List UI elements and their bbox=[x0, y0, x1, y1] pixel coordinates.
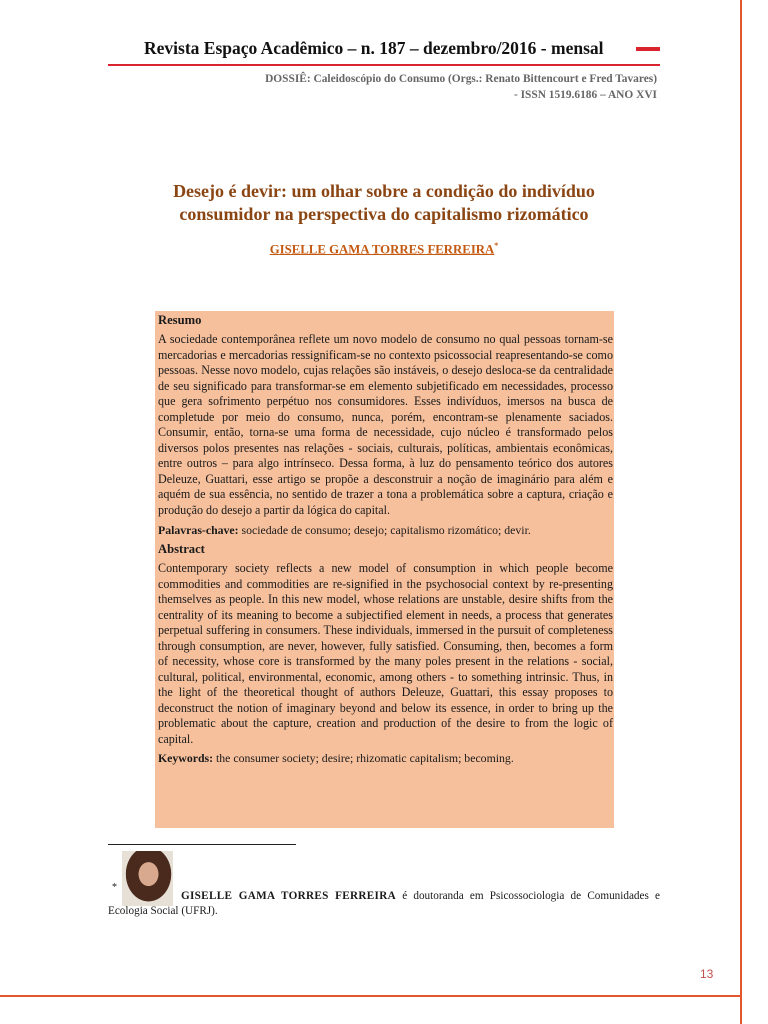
dossie-line: DOSSIÊ: Caleidoscópio do Consumo (Orgs.: Renato Bittencourt e Fred Tavares) bbox=[265, 73, 657, 85]
article-title-line-2: consumidor na perspectiva do capitalismo rizomático bbox=[179, 204, 589, 224]
author-footnote-mark: * bbox=[494, 241, 499, 250]
keywords-line bbox=[158, 751, 613, 766]
keywords-text: the consumer society; desire; rhizomatic capitalism; becoming. bbox=[213, 751, 514, 765]
footnote-mark: * bbox=[112, 882, 117, 893]
footnote-rule bbox=[108, 844, 296, 845]
page-frame-right-rule bbox=[740, 0, 742, 1024]
resumo-heading: Resumo bbox=[158, 313, 202, 327]
footnote-text: é doutoranda em Psicossociologia de Comunidades e Ecologia Social (UFRJ). bbox=[108, 890, 661, 917]
footnote-author-name: GISELLE GAMA TORRES FERREIRA bbox=[181, 890, 396, 902]
abstract-text: Contemporary society reflects a new model of consumption in which people become commodities and commodities are re-signified in the psychosocial context by re-presenting themselves as people. In this new model, whose relations are unstable, desire shifts from the centrality of its meaning to become a subjectified element in needs, a process that generates perpetual suffering in consumers. These individuals, immersed in the pursuit of completeness through consumption, are never, however, fully satisfied. Consuming, then, becomes a form of necessity, whose core is transformed by the many poles present in the relations - social, cultural, political, environmental, economic, among others - to something intrinsic. Thus, in the light of the theoretical thought of authors Deleuze, Guattari, this essay proposes to deconstruct the notion of imaginary beyond and below its essence, in order to bring up the problematic about the capture, creation and production of the desire to from the logic of capital. bbox=[158, 561, 613, 746]
keywords-label: Keywords: bbox=[158, 751, 214, 765]
palavras-chave-line bbox=[158, 523, 613, 538]
page-frame-bottom-rule bbox=[0, 995, 740, 997]
palavras-chave-label: Palavras-chave: bbox=[158, 523, 239, 537]
journal-title: Revista Espaço Acadêmico – n. 187 – dezembro/2016 - mensal bbox=[144, 38, 604, 58]
article-title-line-1: Desejo é devir: um olhar sobre a condição do indivíduo bbox=[173, 181, 595, 201]
issn-line: - ISSN 1519.6186 – ANO XVI bbox=[513, 89, 657, 101]
article-title bbox=[110, 180, 658, 226]
abstract-heading: Abstract bbox=[158, 542, 205, 556]
page-number: 13 bbox=[700, 967, 714, 981]
resumo-text: A sociedade contemporânea reflete um novo modelo de consumo no qual pessoas tornam-se mercadorias e mercadorias ressignificam-se no contexto psicossocial reapresentando-se como pessoas. Nesse novo modelo, cujas relações são instáveis, o desejo desloca-se da centralidade de seu significado para transformar-se em elemento subjetificado em necessidades, processo que gera sofrimento perpétuo nos consumidores. Esses indivíduos, imersos na busca de completude por meio do consumo, nunca, porém, encontram-se plenamente saciados. Consumir, então, torna-se uma forma de necessidade, cujo núcleo é transformado pelos diversos polos presentes nas relações - sociais, culturais, políticas, ambientais econômicas, entre outros – para algo intrínseco. Dessa forma, à luz do pensamento teórico dos autores Deleuze, Guattari, esse artigo se propõe a desconstruir a noção de imaginário para além e aquém de sua essência, no sentido de trazer a tona a problemática sobre a captura, criação e produção do desejo a partir da lógica do capital. bbox=[158, 332, 613, 517]
dossie-info bbox=[200, 71, 657, 103]
abstract-box bbox=[155, 311, 614, 828]
palavras-chave-text: sociedade de consumo; desejo; capitalismo rizomático; devir. bbox=[238, 523, 531, 537]
title-accent-bar bbox=[636, 47, 660, 51]
author-line bbox=[110, 241, 658, 257]
author-name: GISELLE GAMA TORRES FERREIRA bbox=[269, 242, 495, 257]
header-rule bbox=[108, 64, 660, 66]
author-footnote bbox=[108, 889, 660, 919]
